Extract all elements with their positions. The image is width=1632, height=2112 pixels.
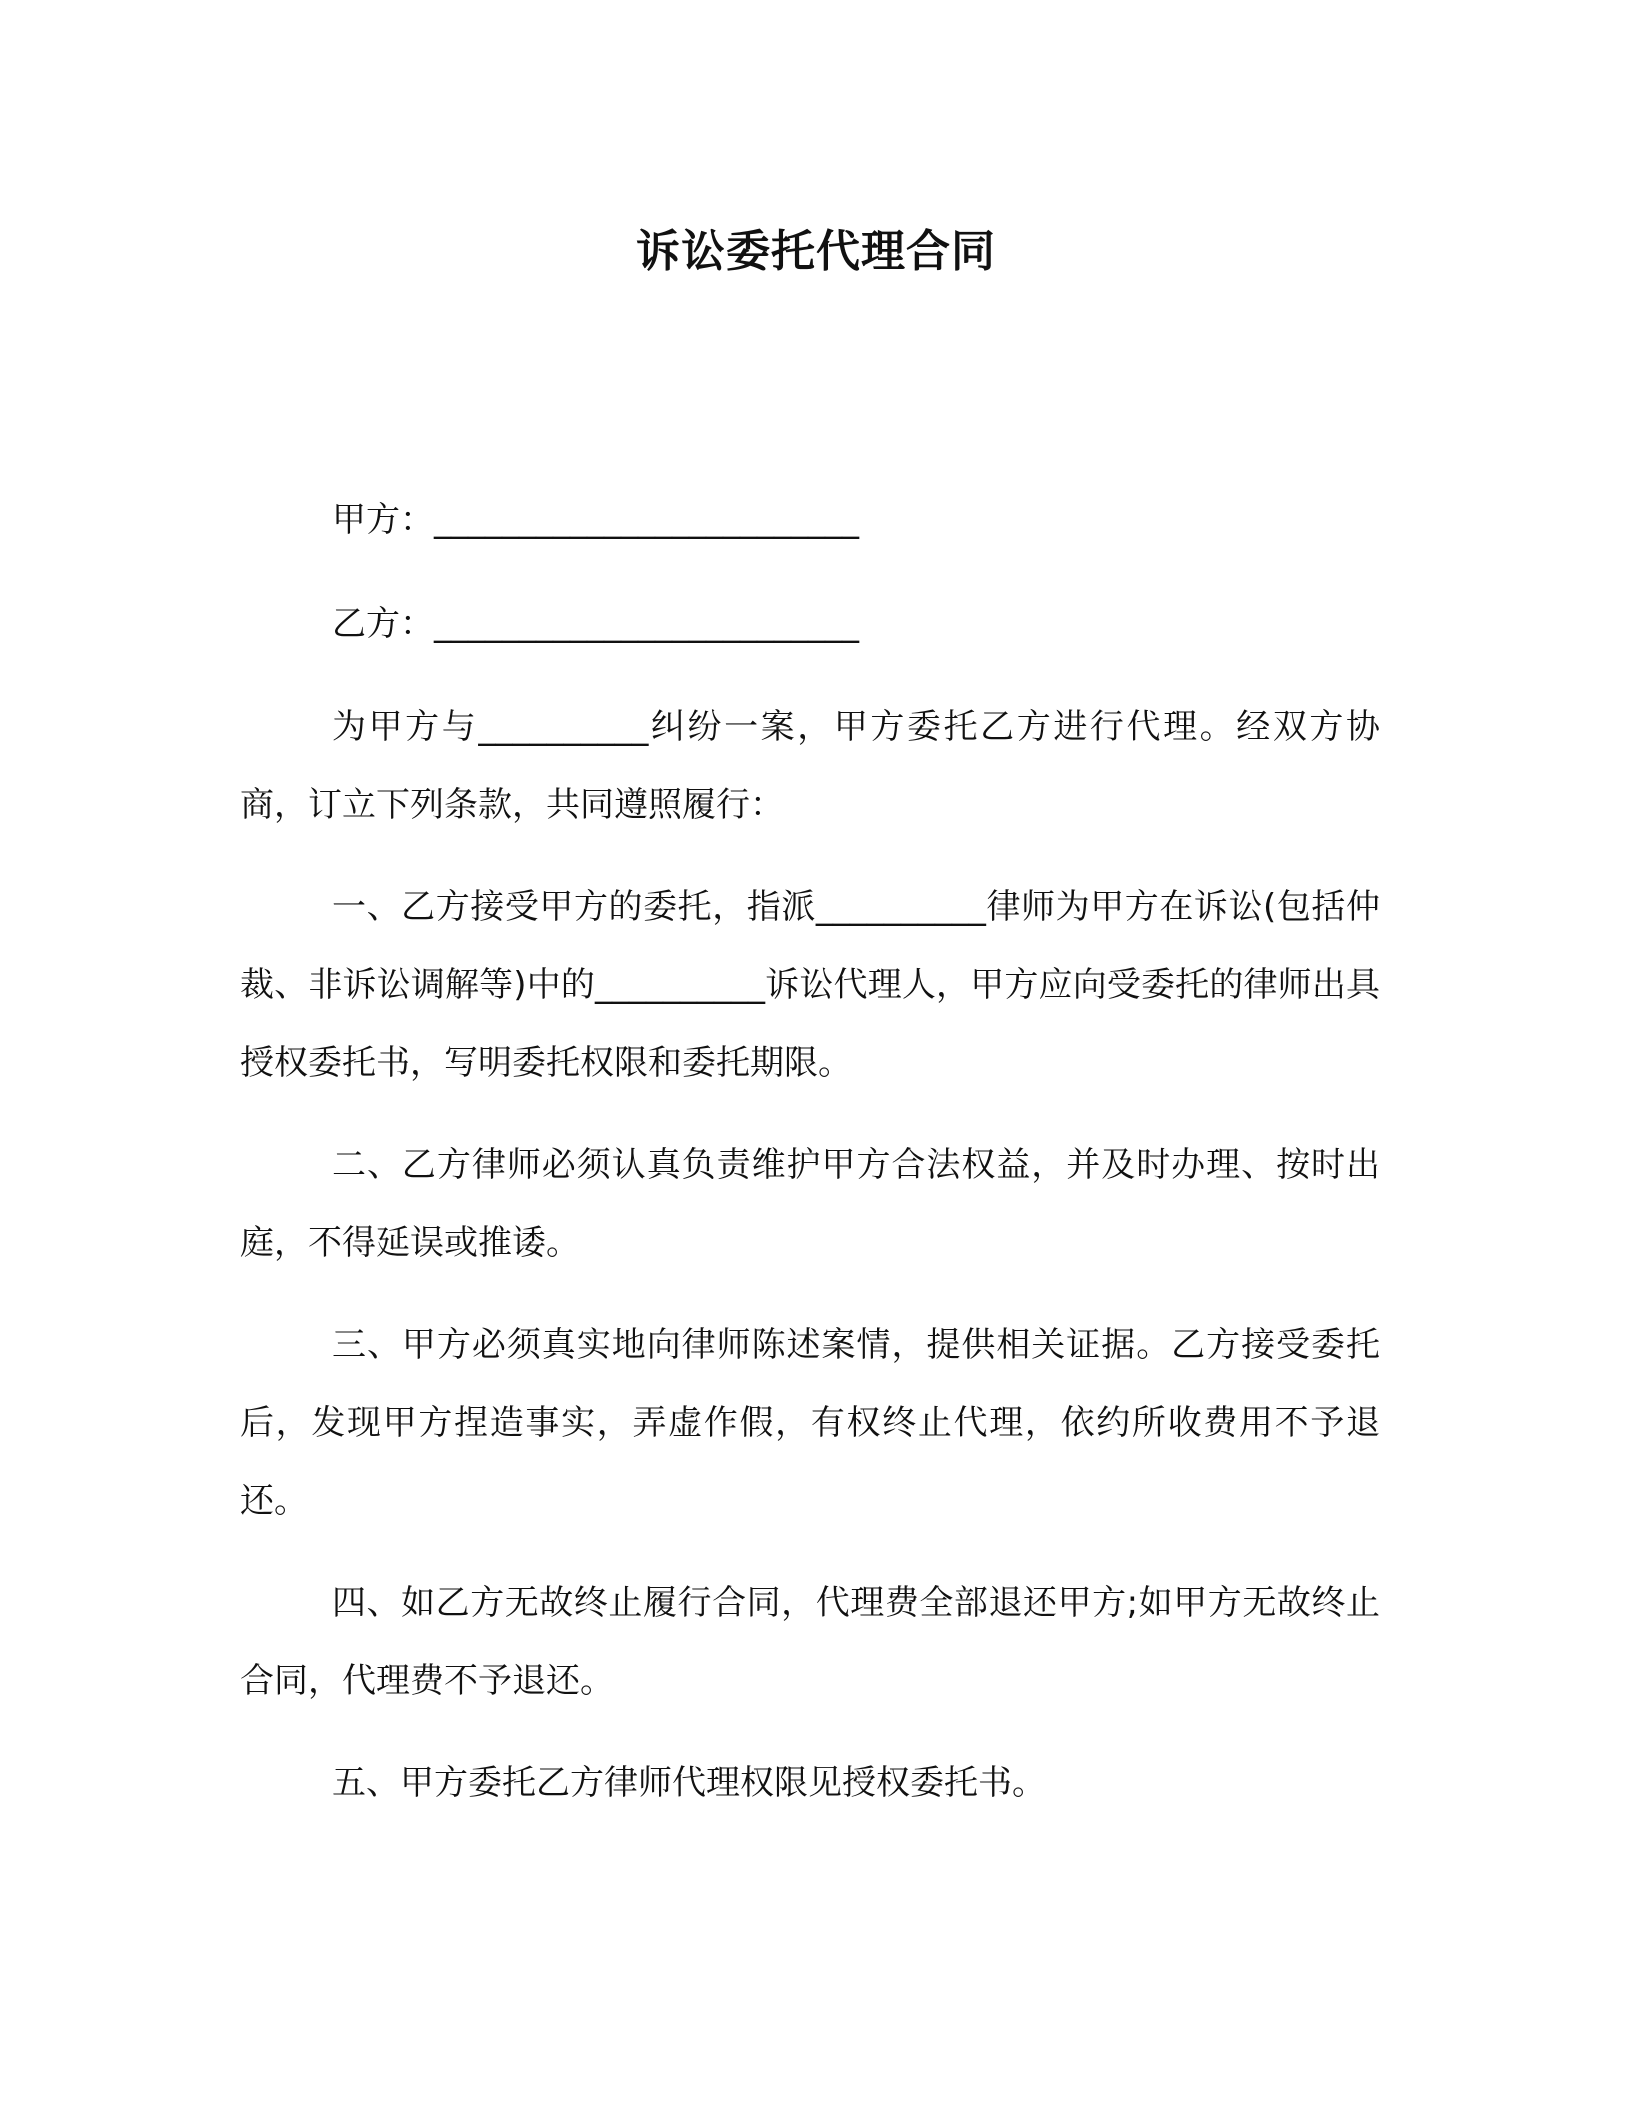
party-a-line: 甲方：_________________________ [332, 500, 859, 540]
document-title: 诉讼委托代理合同 [636, 226, 996, 277]
clause-1-paragraph: 一、乙方接受甲方的委托，指派__________律师为甲方在诉讼(包括仲裁、非诉讼调解等)中的__________诉讼代理人，甲方应向受委托的律师出具授权委托书，写明委托权限和委托期限。 [240, 887, 1380, 1083]
clause-5-paragraph: 五、甲方委托乙方律师代理权限见授权委托书。 [332, 1763, 1046, 1803]
party-b-line: 乙方：_________________________ [332, 604, 859, 644]
clause-4-paragraph: 四、如乙方无故终止履行合同，代理费全部退还甲方;如甲方无故终止合同，代理费不予退还。 [240, 1583, 1380, 1701]
clause-3-paragraph: 三、甲方必须真实地向律师陈述案情，提供相关证据。乙方接受委托后，发现甲方捏造事实，弄虚作假，有权终止代理，依约所收费用不予退还。 [240, 1325, 1380, 1521]
clause-2-paragraph: 二、乙方律师必须认真负责维护甲方合法权益，并及时办理、按时出庭，不得延误或推诿。 [240, 1145, 1380, 1263]
intro-paragraph: 为甲方与__________纠纷一案，甲方委托乙方进行代理。经双方协商，订立下列条款，共同遵照履行： [240, 707, 1380, 825]
